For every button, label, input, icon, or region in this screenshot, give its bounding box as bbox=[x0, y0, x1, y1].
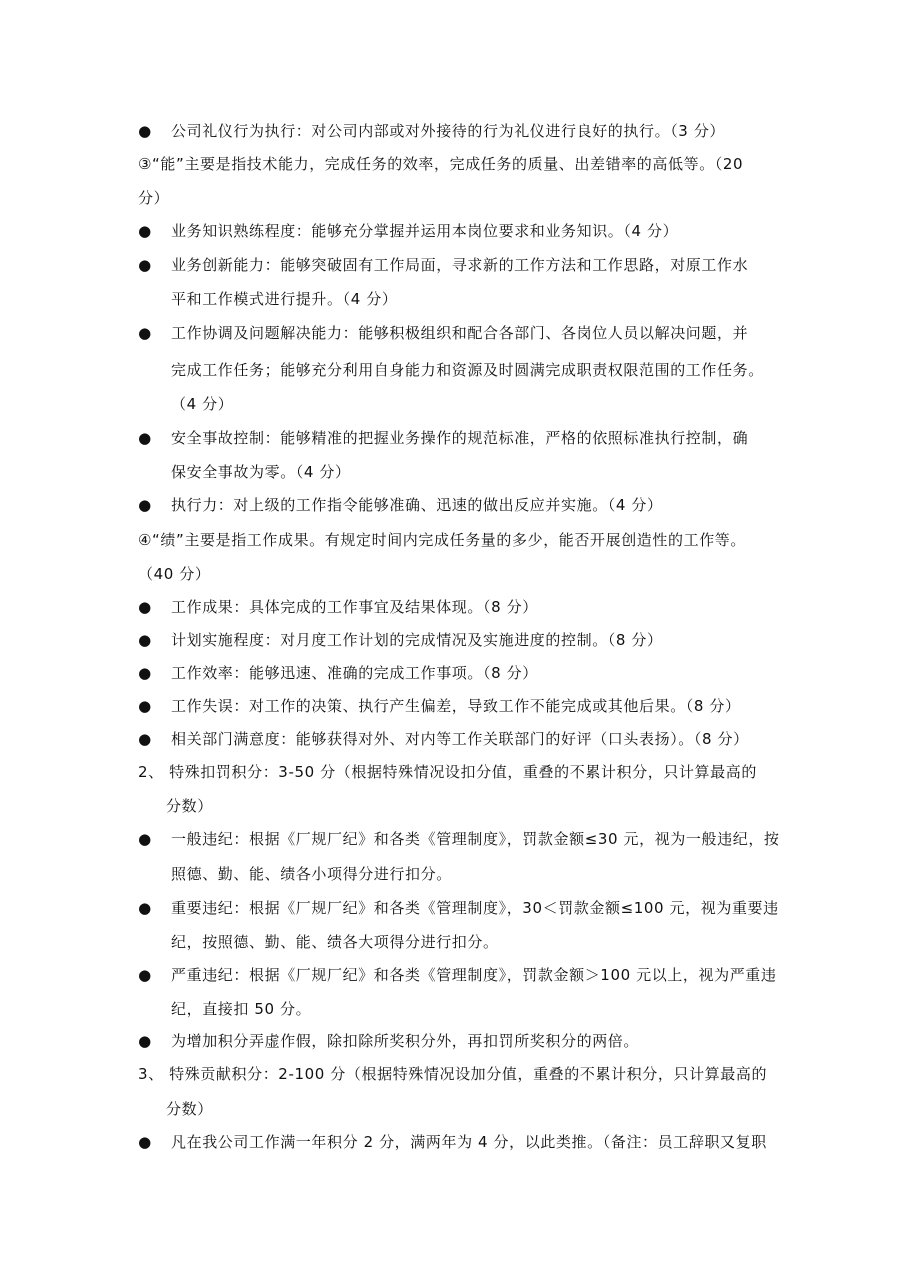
bullet-icon: ● bbox=[138, 830, 152, 848]
bullet-continuation: 保安全事故为零。（4 分） bbox=[171, 463, 351, 481]
bullet-icon: ● bbox=[138, 664, 152, 682]
line-text: 凡在我公司工作满一年积分 2 分，满两年为 4 分，以此类推。（备注：员工辞职又复职 bbox=[171, 1133, 767, 1151]
section-special-contribution: 3、 特殊贡献积分：2-100 分（根据特殊情况设加分值，重叠的不累计积分，只计算最高的 bbox=[138, 1065, 768, 1083]
line-text: 相关部门满意度：能够获得对外、对内等工作关联部门的好评（口头表扬）。（8 分） bbox=[171, 730, 749, 748]
line-text: 严重违纪：根据《厂规厂纪》和各类《管理制度》，罚款金额＞100 元以上，视为严重违 bbox=[171, 966, 777, 984]
bullet-icon: ● bbox=[138, 122, 152, 140]
bullet-icon: ● bbox=[138, 324, 152, 342]
line-text: 重要违纪：根据《厂规厂纪》和各类《管理制度》，30＜罚款金额≤100 元，视为重要违 bbox=[171, 899, 779, 917]
bullet-icon: ● bbox=[138, 256, 152, 274]
line-text: 工作成果：具体完成的工作事宜及结果体现。（8 分） bbox=[171, 598, 538, 616]
line-text: 计划实施程度：对月度工作计划的完成情况及实施进度的控制。（8 分） bbox=[171, 631, 663, 649]
bullet-icon: ● bbox=[138, 899, 152, 917]
line-text: 为增加积分弄虚作假，除扣除所奖积分外，再扣罚所奖积分的两倍。 bbox=[171, 1032, 640, 1050]
bullet-icon: ● bbox=[138, 598, 152, 616]
line-text: 工作效率：能够迅速、准确的完成工作事项。（8 分） bbox=[171, 664, 538, 682]
bullet-icon: ● bbox=[138, 966, 152, 984]
line-text: 工作失误：对工作的决策、执行产生偏差，导致工作不能完成或其他后果。（8 分） bbox=[171, 697, 741, 715]
line-text: 安全事故控制：能够精准的把握业务操作的规范标准，严格的依照标准执行控制，确 bbox=[171, 429, 749, 447]
section-continuation: 分数） bbox=[166, 797, 213, 815]
bullet-icon: ● bbox=[138, 429, 152, 447]
paragraph-ability-cont: 分） bbox=[138, 189, 170, 207]
bullet-continuation: 纪，直接扣 50 分。 bbox=[171, 1000, 312, 1018]
section-continuation: 分数） bbox=[166, 1100, 213, 1118]
bullet-continuation: 照德、勤、能、绩各小项得分进行扣分。 bbox=[171, 865, 452, 883]
bullet-icon: ● bbox=[138, 1032, 152, 1050]
bullet-icon: ● bbox=[138, 1133, 152, 1151]
bullet-continuation: 平和工作模式进行提升。（4 分） bbox=[171, 290, 398, 308]
line-text: 业务创新能力：能够突破固有工作局面，寻求新的工作方法和工作思路，对原工作水 bbox=[171, 256, 749, 274]
bullet-icon: ● bbox=[138, 222, 152, 240]
bullet-continuation: 纪，按照德、勤、能、绩各大项得分进行扣分。 bbox=[171, 933, 499, 951]
line-text: 执行力：对上级的工作指令能够准确、迅速的做出反应并实施。（4 分） bbox=[171, 496, 663, 514]
bullet-continuation: 完成工作任务；能够充分利用自身能力和资源及时圆满完成职责权限范围的工作任务。 bbox=[171, 361, 764, 379]
line-text: 工作协调及问题解决能力：能够积极组织和配合各部门、各岗位人员以解决问题，并 bbox=[171, 324, 749, 342]
line-text: 一般违纪：根据《厂规厂纪》和各类《管理制度》，罚款金额≤30 元，视为一般违纪，按 bbox=[171, 830, 780, 848]
bullet-icon: ● bbox=[138, 697, 152, 715]
bullet-icon: ● bbox=[138, 631, 152, 649]
paragraph-performance-cont: （40 分） bbox=[138, 565, 211, 583]
paragraph-performance: ④“绩”主要是指工作成果。有规定时间内完成任务量的多少，能否开展创造性的工作等。 bbox=[138, 531, 746, 549]
paragraph-ability: ③“能”主要是指技术能力，完成任务的效率，完成任务的质量、出差错率的高低等。（20 bbox=[138, 155, 744, 173]
section-special-deduction: 2、 特殊扣罚积分：3-50 分（根据特殊情况设扣分值，重叠的不累计积分，只计算最高的 bbox=[138, 763, 757, 781]
line-text: 公司礼仪行为执行：对公司内部或对外接待的行为礼仪进行良好的执行。（3 分） bbox=[171, 122, 726, 140]
bullet-continuation: （4 分） bbox=[171, 395, 234, 413]
bullet-icon: ● bbox=[138, 496, 152, 514]
line-text: 业务知识熟练程度：能够充分掌握并运用本岗位要求和业务知识。（4 分） bbox=[171, 222, 679, 240]
bullet-icon: ● bbox=[138, 730, 152, 748]
